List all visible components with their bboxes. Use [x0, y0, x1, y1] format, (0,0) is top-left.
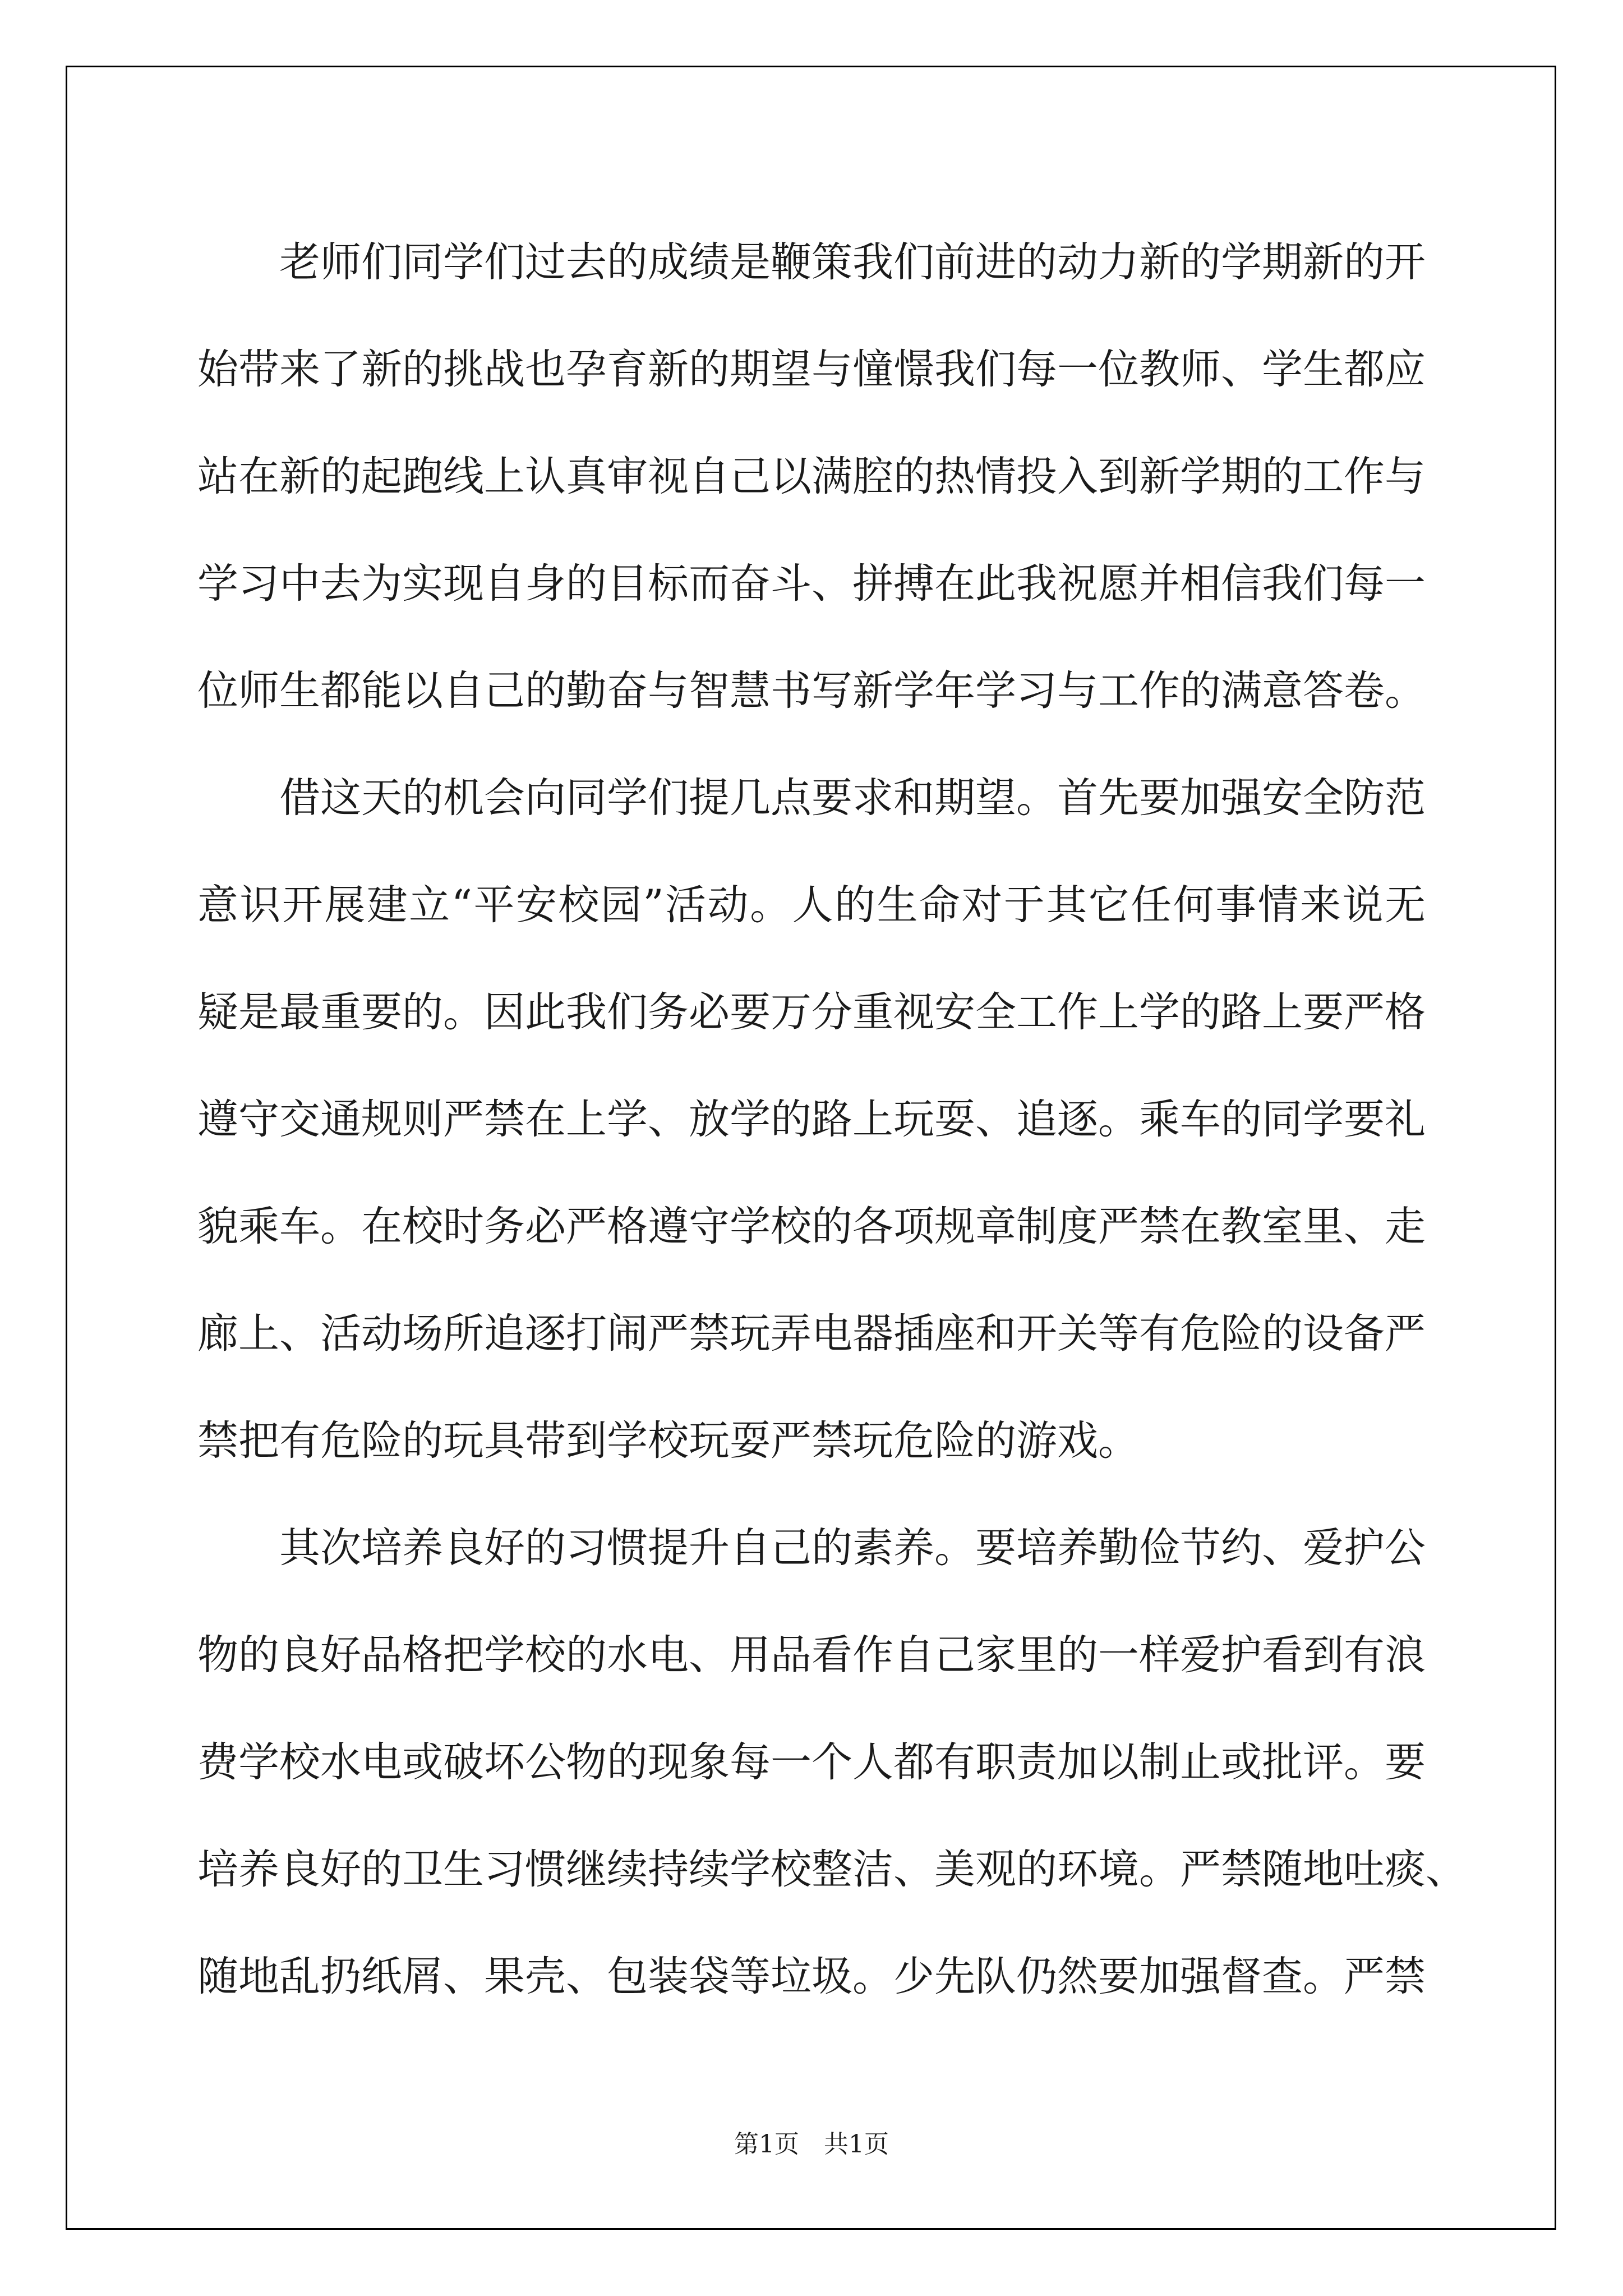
paragraph-2-line-4: 遵守交通规则严禁在上学、放学的路上玩耍、追逐。乘车的同学要礼 — [197, 1096, 1426, 1143]
paragraph-2-line-3: 疑是最重要的。因此我们务必要万分重视安全工作上学的路上要严格 — [197, 988, 1426, 1036]
paragraph-3-line-5: 随地乱扔纸屑、果壳、包装袋等垃圾。少先队仍然要加强督查。严禁 — [197, 1953, 1426, 2000]
paragraph-1-line-4: 学习中去为实现自身的目标而奋斗、拼搏在此我祝愿并相信我们每一 — [197, 560, 1426, 608]
paragraph-2-line-7: 禁把有危险的玩具带到学校玩耍严禁玩危险的游戏。 — [197, 1417, 1139, 1465]
page-number-footer: 第1页 共1页 — [734, 2130, 889, 2159]
paragraph-3-line-3: 费学校水电或破坏公物的现象每一个人都有职责加以制止或批评。要 — [197, 1738, 1426, 1786]
paragraph-2-line-5: 貌乘车。在校时务必严格遵守学校的各项规章制度严禁在教室里、走 — [197, 1203, 1426, 1250]
paragraph-1-line-2: 始带来了新的挑战也孕育新的期望与憧憬我们每一位教师、学生都应 — [197, 346, 1426, 393]
paragraph-2-line-1: 借这天的机会向同学们提几点要求和期望。首先要加强安全防范 — [279, 774, 1426, 822]
paragraph-1-line-5: 位师生都能以自己的勤奋与智慧书写新学年学习与工作的满意答卷。 — [197, 667, 1426, 715]
paragraph-3-line-2: 物的良好品格把学校的水电、用品看作自己家里的一样爱护看到有浪 — [197, 1631, 1426, 1679]
paragraph-2-line-6: 廊上、活动场所追逐打闹严禁玩弄电器插座和开关等有危险的设备严 — [197, 1310, 1426, 1358]
paragraph-3-line-4: 培养良好的卫生习惯继续持续学校整洁、美观的环境。严禁随地吐痰、 — [197, 1846, 1467, 1893]
paragraph-1-line-3: 站在新的起跑线上认真审视自己以满腔的热情投入到新学期的工作与 — [197, 453, 1426, 500]
paragraph-3-line-1: 其次培养良好的习惯提升自己的素养。要培养勤俭节约、爱护公 — [279, 1524, 1426, 1572]
paragraph-1-line-1: 老师们同学们过去的成绩是鞭策我们前进的动力新的学期新的开 — [279, 238, 1426, 286]
paragraph-2-line-2: 意识开展建立“平安校园”活动。人的生命对于其它任何事情来说无 — [197, 881, 1426, 929]
document-body — [197, 209, 1467, 2030]
